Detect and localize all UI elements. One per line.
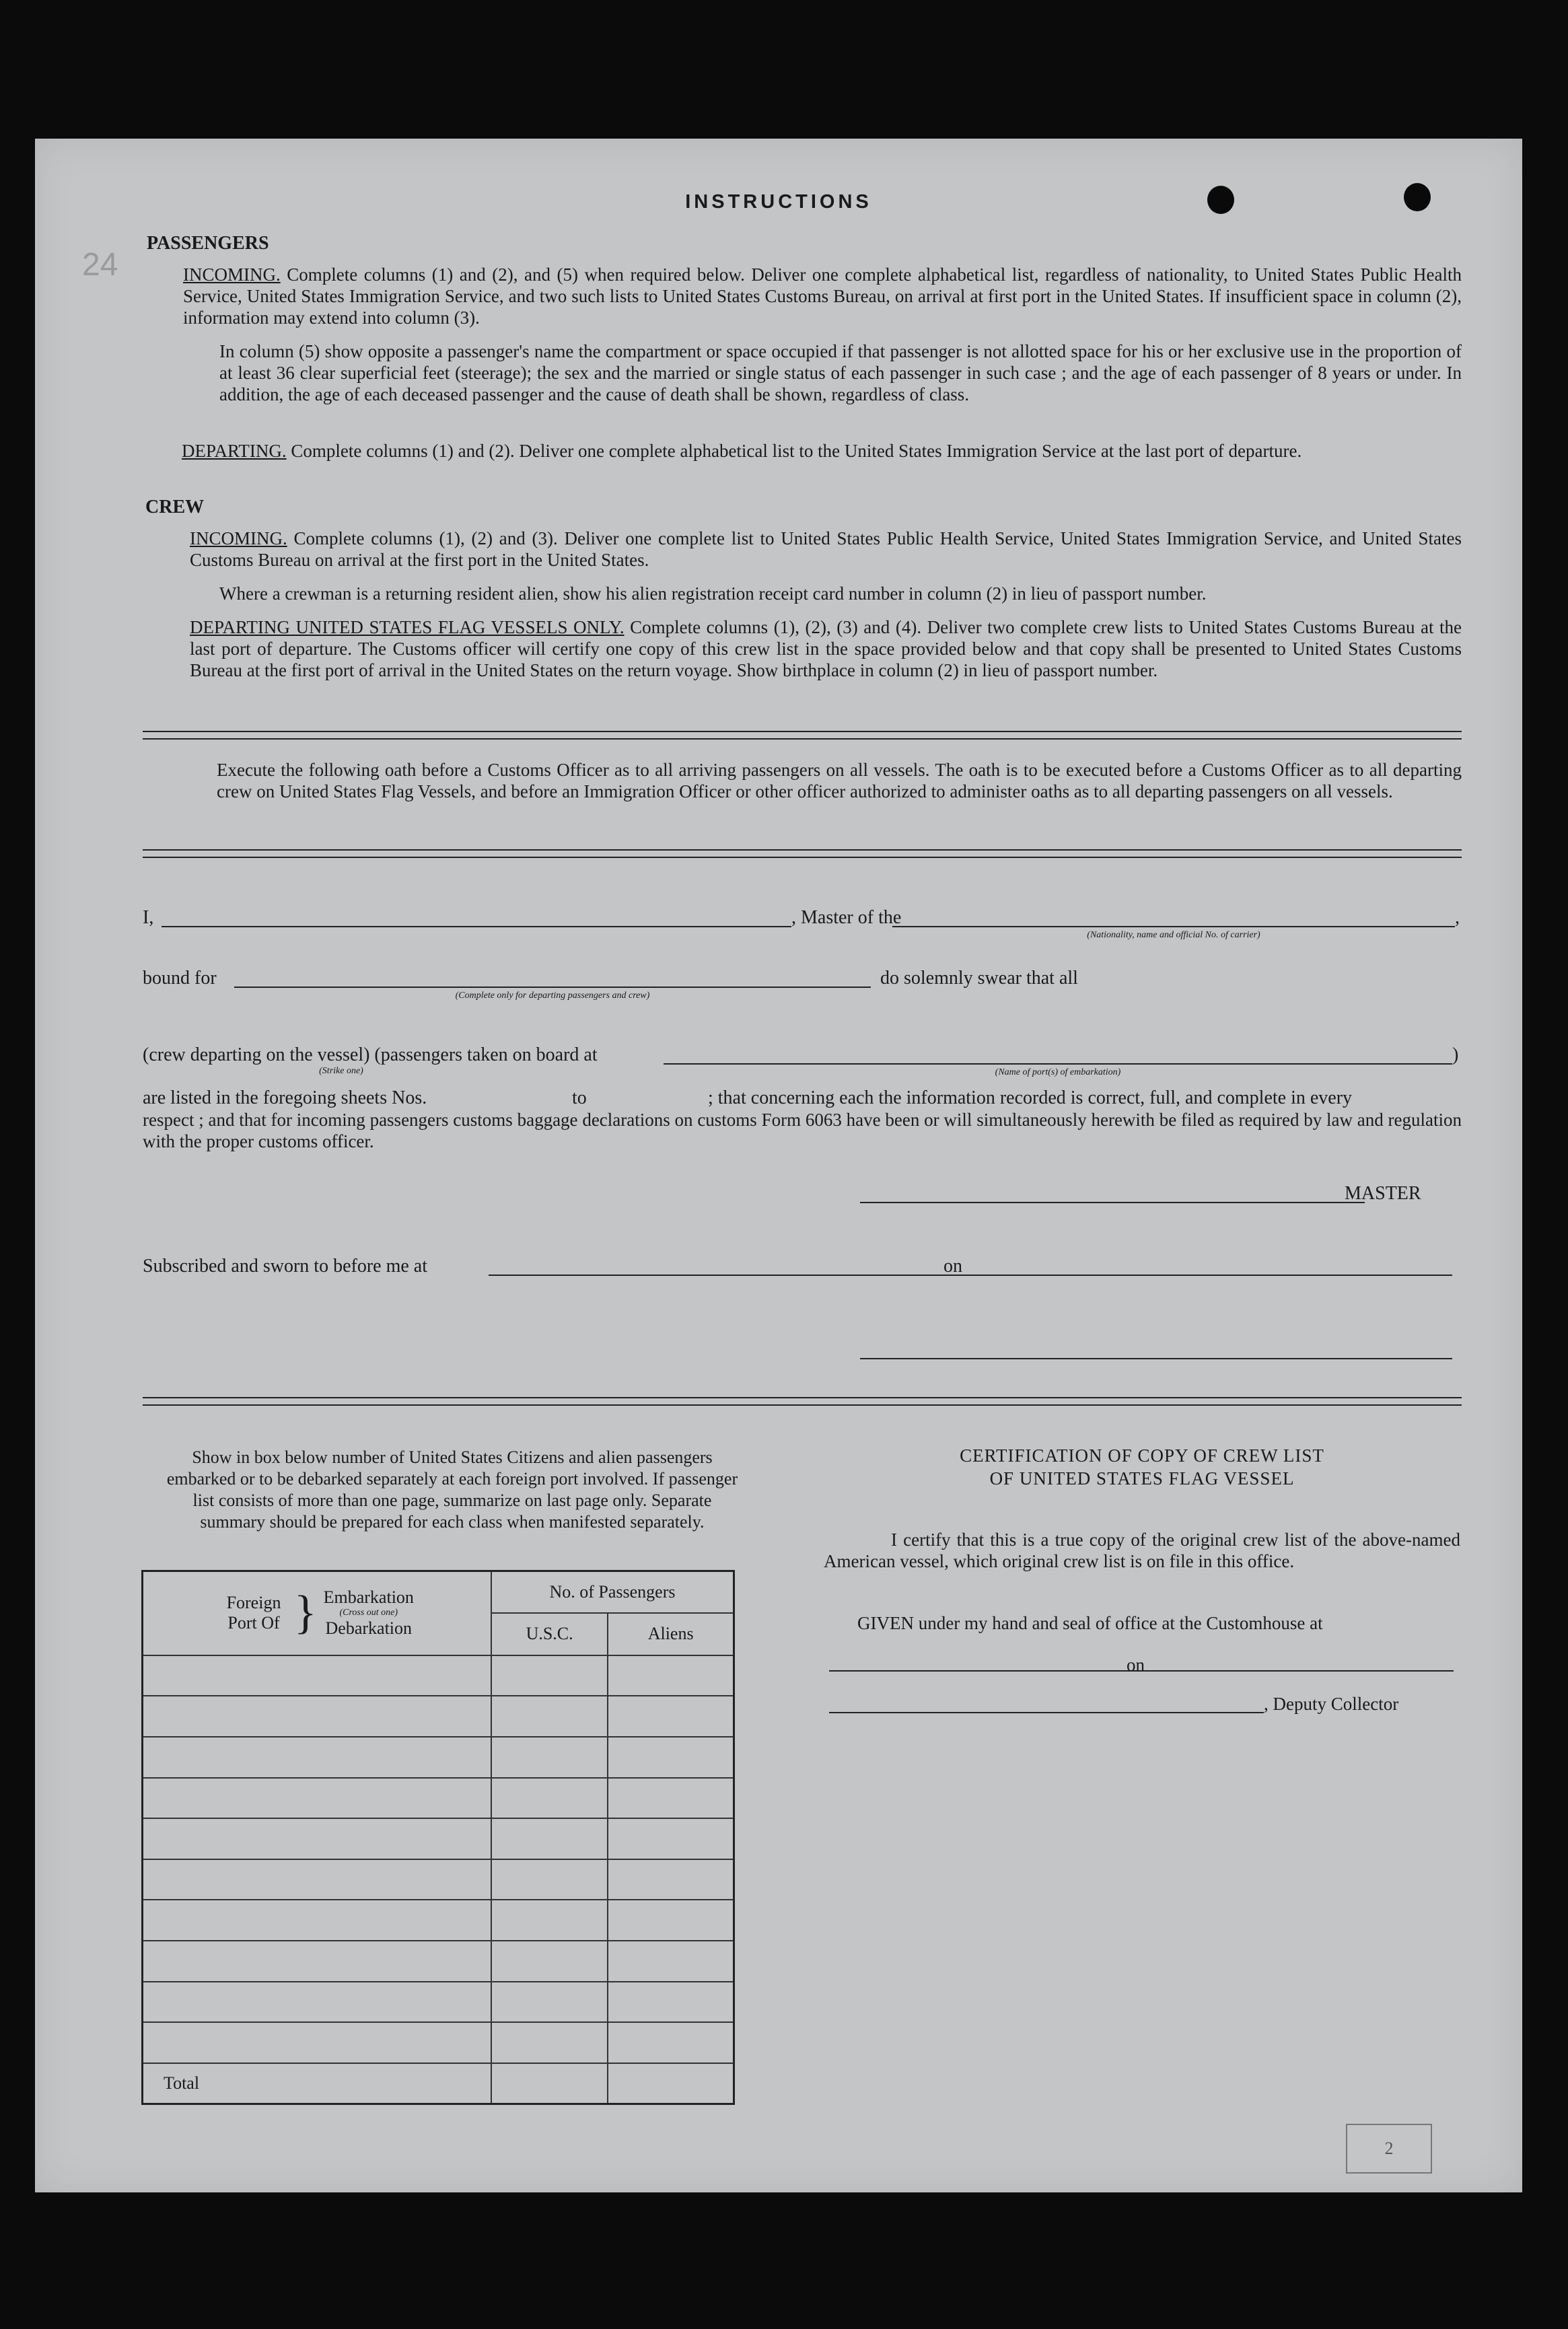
bound-for-caption: (Complete only for departing passengers and crew) [455, 991, 650, 1001]
master-signature-field[interactable] [860, 1202, 1365, 1203]
port-cell[interactable] [143, 1900, 491, 1941]
passengers-column5-text: In column (5) show opposite a passenger's name the compartment or space occupied if that passenger is not allotted space for his or her exclusive use in the proportion of at least 36 clear superficial feet (steerage); the sex and the married or single status of each passenger in such case ; and the age of each passenger of 8 years or under. In addition, the age of each deceased passenger and the cause of death shall be shown, regardless of class. [219, 341, 1462, 404]
aliens-cell[interactable] [608, 1900, 734, 1941]
nationality-caption: (Nationality, name and official No. of carrier) [1087, 930, 1260, 940]
usc-cell[interactable] [491, 1818, 608, 1859]
aliens-cell[interactable] [608, 1778, 734, 1819]
certification-on: on [1127, 1655, 1145, 1675]
passenger-summary-table [141, 1570, 735, 2105]
total-usc-cell[interactable] [491, 2063, 608, 2104]
certification-date-field[interactable] [1151, 1670, 1454, 1672]
certification-given: GIVEN under my hand and seal of office at the Customhouse at [857, 1613, 1323, 1633]
port-cell[interactable] [143, 1982, 491, 2023]
form-sheet [35, 139, 1522, 2192]
aliens-cell[interactable] [608, 1655, 734, 1696]
divider [143, 849, 1462, 858]
debarkation-header: Debarkation [325, 1618, 413, 1639]
certification-title-1: CERTIFICATION OF COPY OF CREW LIST [960, 1445, 1324, 1466]
bound-for-label: bound for [143, 968, 217, 989]
aliens-cell[interactable] [608, 1982, 734, 2023]
concerning-text: ; that concerning each the information recorded is correct, full, and complete in every [708, 1087, 1353, 1108]
aliens-cell[interactable] [608, 1696, 734, 1737]
usc-cell[interactable] [491, 1941, 608, 1982]
port-cell[interactable] [143, 1696, 491, 1737]
embarkation-header: Embarkation [323, 1587, 414, 1608]
sworn-place-field[interactable] [489, 1275, 978, 1276]
listed-text: are listed in the foregoing sheets Nos. [143, 1087, 427, 1108]
aliens-cell[interactable] [608, 1941, 734, 1982]
master-of-label: , Master of the [791, 907, 902, 928]
divider [143, 731, 1462, 740]
usc-header: U.S.C. [491, 1613, 608, 1655]
passengers-departing [182, 440, 1462, 462]
table-row [143, 1859, 734, 1900]
to-label: to [572, 1087, 587, 1108]
cross-out-caption: (Cross out one) [339, 1608, 398, 1618]
usc-cell[interactable] [491, 1900, 608, 1941]
solemnly-swear-text: do solemnly swear that all [880, 968, 1078, 989]
aliens-header: Aliens [608, 1613, 734, 1655]
strike-one-caption: (Strike one) [319, 1066, 363, 1076]
no-passengers-header: No. of Passengers [491, 1571, 734, 1614]
brace: } [294, 1587, 317, 1639]
foreign-port-header: Foreign Port Of [226, 1593, 281, 1633]
table-row [143, 1941, 734, 1982]
aliens-cell[interactable] [608, 1818, 734, 1859]
table-row [143, 2022, 734, 2063]
crew-departing-label: DEPARTING UNITED STATES FLAG VESSELS ONLY. [190, 617, 625, 637]
comma: , [1455, 907, 1460, 928]
crew-incoming [190, 528, 1462, 571]
port-cell[interactable] [143, 1941, 491, 1982]
table-row [143, 1778, 734, 1819]
oath-i-label: I, [143, 907, 154, 928]
aliens-cell[interactable] [608, 1737, 734, 1778]
port-cell[interactable] [143, 1778, 491, 1819]
port-cell[interactable] [143, 2022, 491, 2063]
deputy-collector-label: , Deputy Collector [1264, 1694, 1399, 1714]
crew-resident-text: Where a crewman is a returning resident alien, show his alien registration receipt card number in column (2) in lieu of passport number. [219, 583, 1207, 604]
usc-cell[interactable] [491, 1696, 608, 1737]
crew-heading: CREW [145, 497, 205, 517]
usc-cell[interactable] [491, 2022, 608, 2063]
port-caption: (Name of port(s) of embarkation) [995, 1067, 1121, 1077]
certification-body: I certify that this is a true copy of the original crew list of the above-named American vessel, which original crew list is on file in this office. [824, 1530, 1460, 1571]
usc-cell[interactable] [491, 1737, 608, 1778]
passengers-heading: PASSENGERS [147, 233, 269, 254]
usc-cell[interactable] [491, 1778, 608, 1819]
port-header [143, 1571, 491, 1655]
embarkation-port-field[interactable] [664, 1063, 1452, 1065]
page-number: 2 [1346, 2124, 1432, 2174]
port-cell[interactable] [143, 1655, 491, 1696]
crew-departing [190, 616, 1462, 681]
respect-text: respect ; and that for incoming passengers customs baggage declarations on customs Form 6063 have been or will simultaneously herewith be filed as required by law and regulation with the proper customs officer. [143, 1110, 1462, 1151]
master-name-field[interactable] [162, 926, 791, 927]
certification-title-2: OF UNITED STATES FLAG VESSEL [989, 1468, 1295, 1489]
crew-incoming-text: Complete columns (1), (2) and (3). Deliver one complete list to United States Public Health Service, United States Immigration Service, and United States Customs Bureau on arrival at the first port in the United States. [190, 528, 1462, 570]
passengers-incoming-label: INCOMING. [183, 264, 281, 285]
officer-signature-field[interactable] [860, 1358, 1452, 1359]
on-label: on [943, 1256, 962, 1277]
total-label: Total [143, 2063, 491, 2104]
subscribed-text: Subscribed and sworn to before me at [143, 1256, 427, 1277]
crew-departing-text: (crew departing on the vessel) (passengers taken on board at [143, 1044, 598, 1065]
port-cell[interactable] [143, 1737, 491, 1778]
total-row [143, 2063, 734, 2104]
table-row [143, 1655, 734, 1696]
passengers-departing-text: Complete columns (1) and (2). Deliver one complete alphabetical list to the United States Immigration Service at the last port of departure. [291, 441, 1302, 461]
port-cell[interactable] [143, 1859, 491, 1900]
usc-cell[interactable] [491, 1859, 608, 1900]
carrier-field[interactable] [892, 926, 1455, 927]
margin-mark: 24 [82, 247, 118, 283]
crew-departing-text: Complete columns (1), (2), (3) and (4). Deliver two complete crew lists to United States Customs Bureau at the last port of departure. The Customs officer will certify one copy of this crew list in the space provided below and that copy shall be presented to United States Customs Bureau at the first port of arrival in the United States on the return voyage. Show birthplace in column (2) in lieu of passport number. [190, 617, 1462, 680]
table-row [143, 1818, 734, 1859]
passengers-incoming-text: Complete columns (1) and (2), and (5) when required below. Deliver one complete alphabetical list, regardless of nationality, to United States Public Health Service, United States Immigration Service, and two such lists to United States Customs Bureau, on arrival at first port in the United States. If insufficient space in column (2), information may extend into column (3). [183, 264, 1462, 328]
table-row [143, 1737, 734, 1778]
bound-for-field[interactable] [234, 987, 871, 988]
table-row [143, 1982, 734, 2023]
crew-incoming-label: INCOMING. [190, 528, 287, 548]
passengers-incoming [183, 264, 1462, 328]
oath-instruction: Execute the following oath before a Customs Officer as to all arriving passengers on all vessels. The oath is to be executed before a Customs Officer as to all departing crew on United States Flag Vessels, and before an Immigration Officer or other officer authorized to administer oaths as to all departing passengers on all vessels. [217, 760, 1462, 801]
sworn-date-field[interactable] [973, 1275, 1452, 1276]
port-cell[interactable] [143, 1818, 491, 1859]
customhouse-field[interactable] [829, 1670, 1156, 1672]
table-row [143, 1900, 734, 1941]
page-title: INSTRUCTIONS [685, 191, 872, 213]
usc-cell[interactable] [491, 1655, 608, 1696]
deputy-signature-field[interactable] [829, 1712, 1264, 1713]
total-aliens-cell[interactable] [608, 2063, 734, 2104]
close-paren: ) [1452, 1044, 1459, 1065]
passengers-departing-label: DEPARTING. [182, 441, 287, 461]
summary-instruction: Show in box below number of United States Citizens and alien passengers embarked or to be debarked separately at each foreign port involved. If passenger list consists of more than one page, summarize on last page only. Separate summary should be prepared for each class when manifested separately. [166, 1447, 738, 1532]
usc-cell[interactable] [491, 1982, 608, 2023]
divider [143, 1397, 1462, 1406]
aliens-cell[interactable] [608, 1859, 734, 1900]
master-label: MASTER [1345, 1183, 1421, 1204]
table-row [143, 1696, 734, 1737]
aliens-cell[interactable] [608, 2022, 734, 2063]
